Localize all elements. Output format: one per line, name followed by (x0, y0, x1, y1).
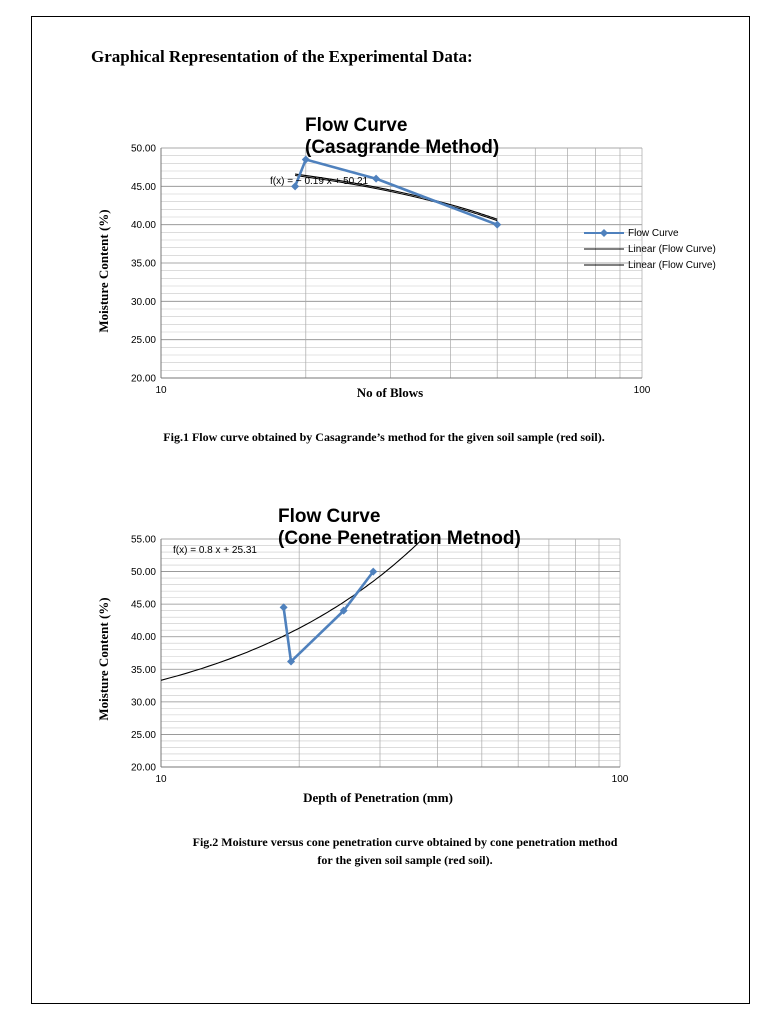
chart1-gridlines (131, 144, 651, 397)
figure-2-caption-line2: for the given soil sample (red soil). (317, 853, 493, 867)
x-tick-label: 100 (633, 385, 651, 396)
series-line-flow-curve (295, 160, 497, 225)
chart1-title-line2: (Casagrande Method) (305, 137, 500, 158)
figure-2-caption-line1: Fig.2 Moisture versus cone penetration curve obtained by cone penetration method (192, 835, 618, 849)
y-tick-label: 45.00 (130, 599, 156, 611)
y-tick-label: 30.00 (130, 697, 156, 709)
chart1-x-axis-label: No of Blows (356, 385, 424, 400)
y-tick-label: 25.00 (130, 335, 156, 347)
legend-linear-1-label: Linear (Flow Curve) (628, 244, 716, 255)
legend-flow-curve-label: Flow Curve (628, 228, 679, 239)
data-point-marker (372, 175, 380, 183)
chart2-x-axis-label: Depth of Penetration (mm) (303, 790, 453, 805)
chart1-marks (291, 156, 501, 229)
x-tick-label: 10 (155, 385, 167, 396)
y-tick-label: 50.00 (130, 567, 156, 579)
page-heading: Graphical Representation of the Experimental Data: (91, 47, 473, 66)
y-tick-label: 35.00 (130, 664, 156, 676)
figure-1-caption: Fig.1 Flow curve obtained by Casagrande’s method for the given soil sample (red soil). (163, 430, 605, 444)
x-tick-label: 10 (155, 774, 167, 785)
y-tick-label: 30.00 (130, 296, 156, 308)
y-tick-label: 45.00 (130, 181, 156, 193)
chart2-title-line2: (Cone Penetration Metnod) (278, 528, 521, 549)
chart1-trendline-equation: f(x) = − 0.19 x + 50.21 (270, 176, 369, 187)
chart2-title-line1: Flow Curve (278, 506, 381, 527)
y-tick-label: 35.00 (130, 258, 156, 270)
y-tick-label: 20.00 (130, 762, 156, 774)
y-tick-label: 40.00 (130, 632, 156, 644)
data-point-marker (493, 221, 501, 229)
y-tick-label: 20.00 (130, 373, 156, 385)
chart2-y-axis-label: Moisture Content (%) (96, 597, 111, 721)
x-tick-label: 100 (611, 774, 629, 785)
y-tick-label: 25.00 (130, 729, 156, 741)
y-tick-label: 55.00 (130, 534, 156, 546)
chart1-y-axis-label: Moisture Content (%) (96, 209, 111, 333)
legend-linear-2-label: Linear (Flow Curve) (628, 260, 716, 271)
chart1-title-line1: Flow Curve (305, 115, 408, 136)
chart2-trendline-equation: f(x) = 0.8 x + 25.31 (173, 545, 257, 556)
y-tick-label: 40.00 (130, 220, 156, 232)
chart1-legend (584, 228, 716, 271)
legend-flow-curve-marker (600, 229, 608, 237)
y-tick-label: 50.00 (130, 143, 156, 155)
